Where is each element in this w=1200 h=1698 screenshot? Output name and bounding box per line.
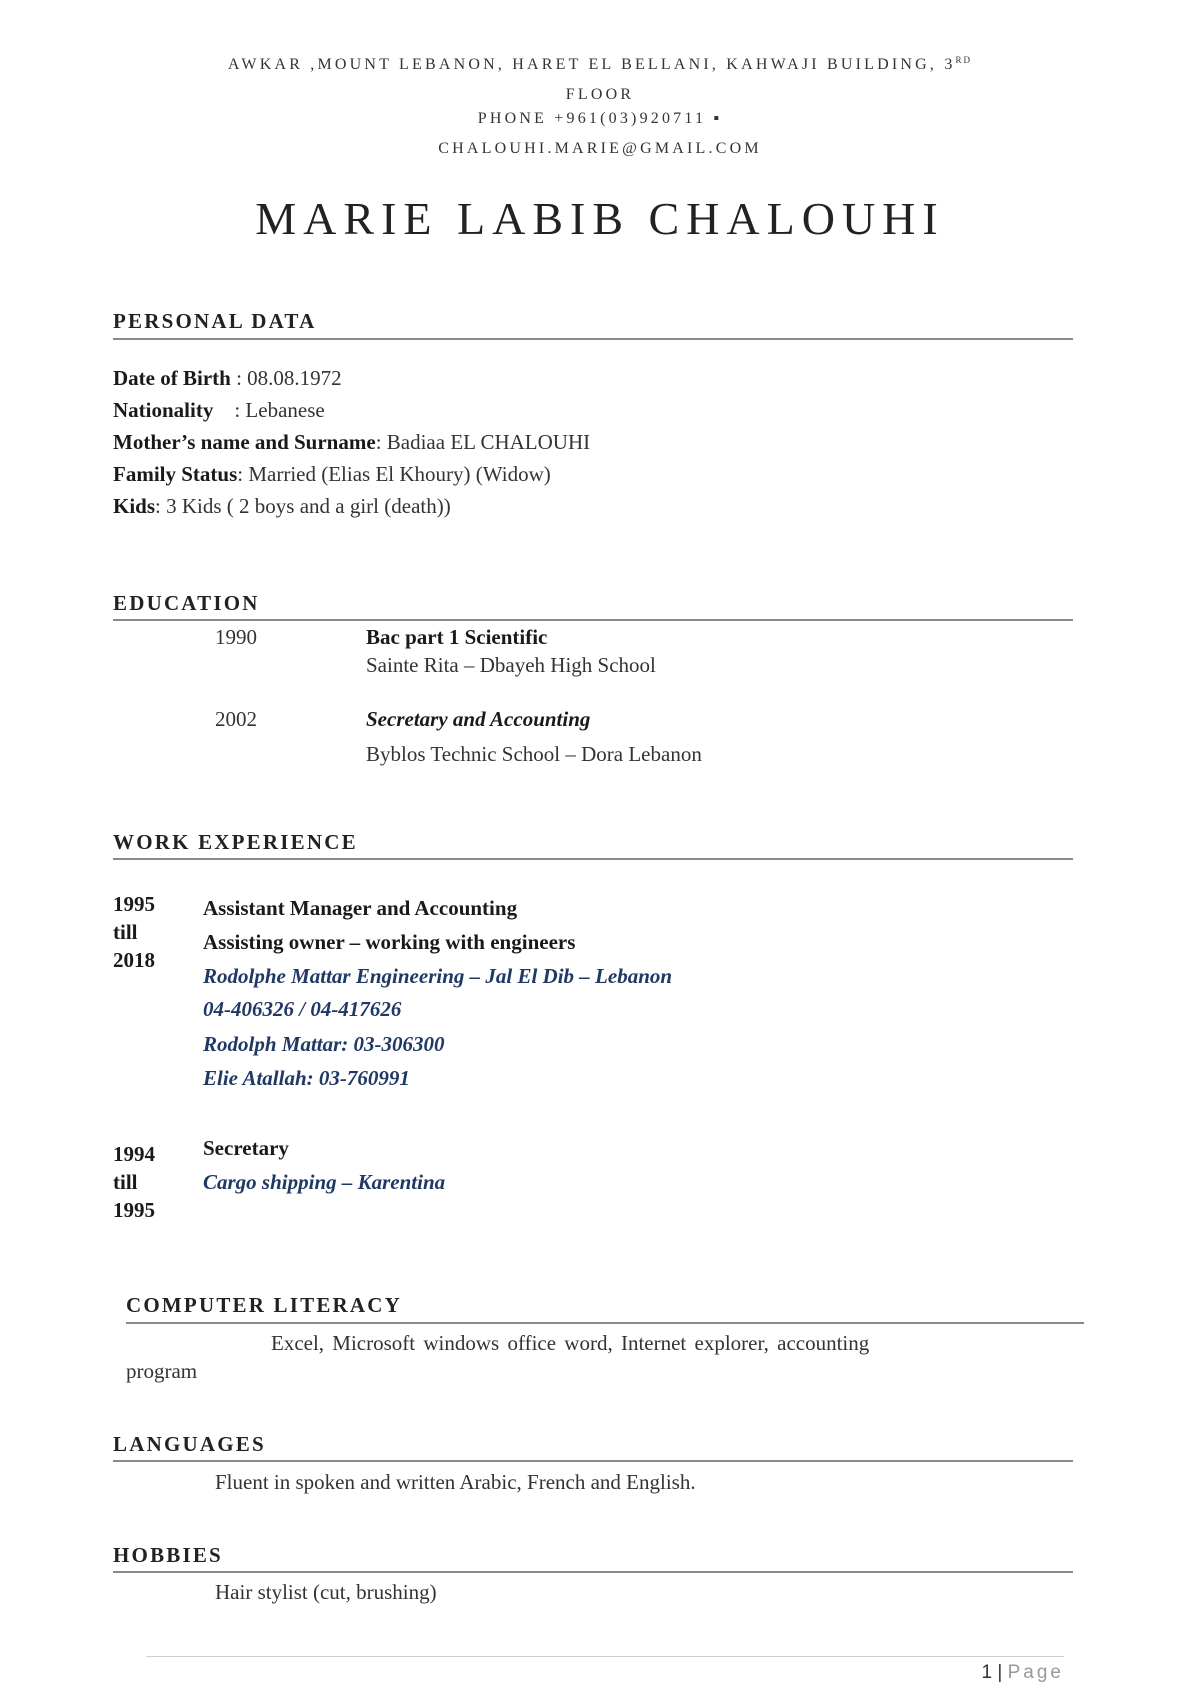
mother-value: : Badiaa EL CHALOUHI	[375, 430, 591, 454]
section-divider	[113, 1571, 1073, 1573]
hobbies-heading: HOBBIES	[113, 1543, 223, 1567]
languages-text: Fluent in spoken and written Arabic, French and English.	[215, 1470, 696, 1494]
job-reference: Rodolph Mattar: 03-306300	[203, 1032, 445, 1056]
job-title: Assistant Manager and Accounting	[203, 896, 518, 920]
section-divider	[113, 1460, 1073, 1462]
education-title: Secretary and Accounting	[366, 707, 591, 731]
dob-row	[113, 366, 342, 391]
job-company: Cargo shipping – Karentina	[203, 1170, 446, 1194]
job-title: Secretary	[203, 1136, 289, 1160]
nationality-label: Nationality	[113, 398, 214, 422]
candidate-name: MARIE LABIB CHALOUHI	[255, 193, 945, 244]
nationality-row	[113, 398, 325, 423]
dob-label: Date of Birth	[113, 366, 231, 390]
education-school: Byblos Technic School – Dora Lebanon	[366, 742, 702, 766]
job-start-year: 1994	[113, 1142, 155, 1166]
phone-line: PHONE +961(03)920711 ▪	[477, 110, 723, 127]
kids-value: : 3 Kids ( 2 boys and a girl (death))	[155, 494, 451, 518]
job-end-year: 1995	[113, 1198, 155, 1222]
address-line-2: FLOOR	[565, 86, 635, 103]
education-heading: EDUCATION	[113, 591, 260, 615]
page-footer	[900, 1662, 1064, 1684]
job-reference: Elie Atallah: 03-760991	[203, 1066, 410, 1090]
job-end-year: 2018	[113, 948, 155, 972]
computer-skills-continued: program	[126, 1359, 198, 1383]
education-title: Bac part 1 Scientific	[366, 625, 548, 649]
family-status-value: : Married (Elias El Khoury) (Widow)	[237, 462, 551, 486]
address-line	[0, 56, 1200, 74]
personal-data-heading: PERSONAL DATA	[113, 309, 317, 333]
job-till-label: till	[113, 1170, 138, 1194]
work-experience-heading: WORK EXPERIENCE	[113, 830, 358, 854]
mother-row	[113, 430, 590, 455]
computer-skills-text: Excel, Microsoft windows office word, Internet explorer, accounting	[271, 1331, 870, 1355]
education-school: Sainte Rita – Dbayeh High School	[366, 653, 656, 677]
mother-label: Mother’s name and Surname	[113, 430, 376, 454]
section-divider	[113, 858, 1073, 860]
kids-label: Kids	[113, 494, 156, 518]
section-divider	[113, 338, 1073, 340]
section-divider	[113, 619, 1073, 621]
footer-divider	[146, 1656, 1064, 1657]
section-divider	[126, 1322, 1084, 1324]
kids-row	[113, 494, 451, 519]
address-text: AWKAR ,MOUNT LEBANON, HARET EL BELLANI, KAHWAJI BUILDING, 3	[227, 56, 956, 73]
family-status-label: Family Status	[113, 462, 238, 486]
page-separator: |	[992, 1662, 1008, 1683]
education-year: 1990	[215, 625, 257, 649]
languages-heading: LANGUAGES	[113, 1432, 266, 1456]
family-status-row	[113, 462, 551, 487]
page-label: Page	[1007, 1662, 1064, 1683]
education-year: 2002	[215, 707, 257, 731]
page-number: 1	[981, 1662, 993, 1683]
job-title-secondary: Assisting owner – working with engineers	[203, 930, 576, 954]
ordinal-suffix: RD	[955, 55, 973, 65]
job-phones: 04-406326 / 04-417626	[203, 997, 402, 1021]
job-period	[113, 890, 155, 974]
computer-literacy-heading: COMPUTER LITERACY	[126, 1293, 402, 1317]
email-line[interactable]: CHALOUHI.MARIE@GMAIL.COM	[438, 140, 762, 157]
dob-value: : 08.08.1972	[230, 366, 342, 390]
job-till-label: till	[113, 920, 138, 944]
job-company: Rodolphe Mattar Engineering – Jal El Dib – Lebanon	[203, 964, 673, 988]
hobbies-text: Hair stylist (cut, brushing)	[215, 1580, 437, 1604]
job-period	[113, 1140, 155, 1224]
job-start-year: 1995	[113, 892, 155, 916]
nationality-value: : Lebanese	[213, 398, 325, 422]
